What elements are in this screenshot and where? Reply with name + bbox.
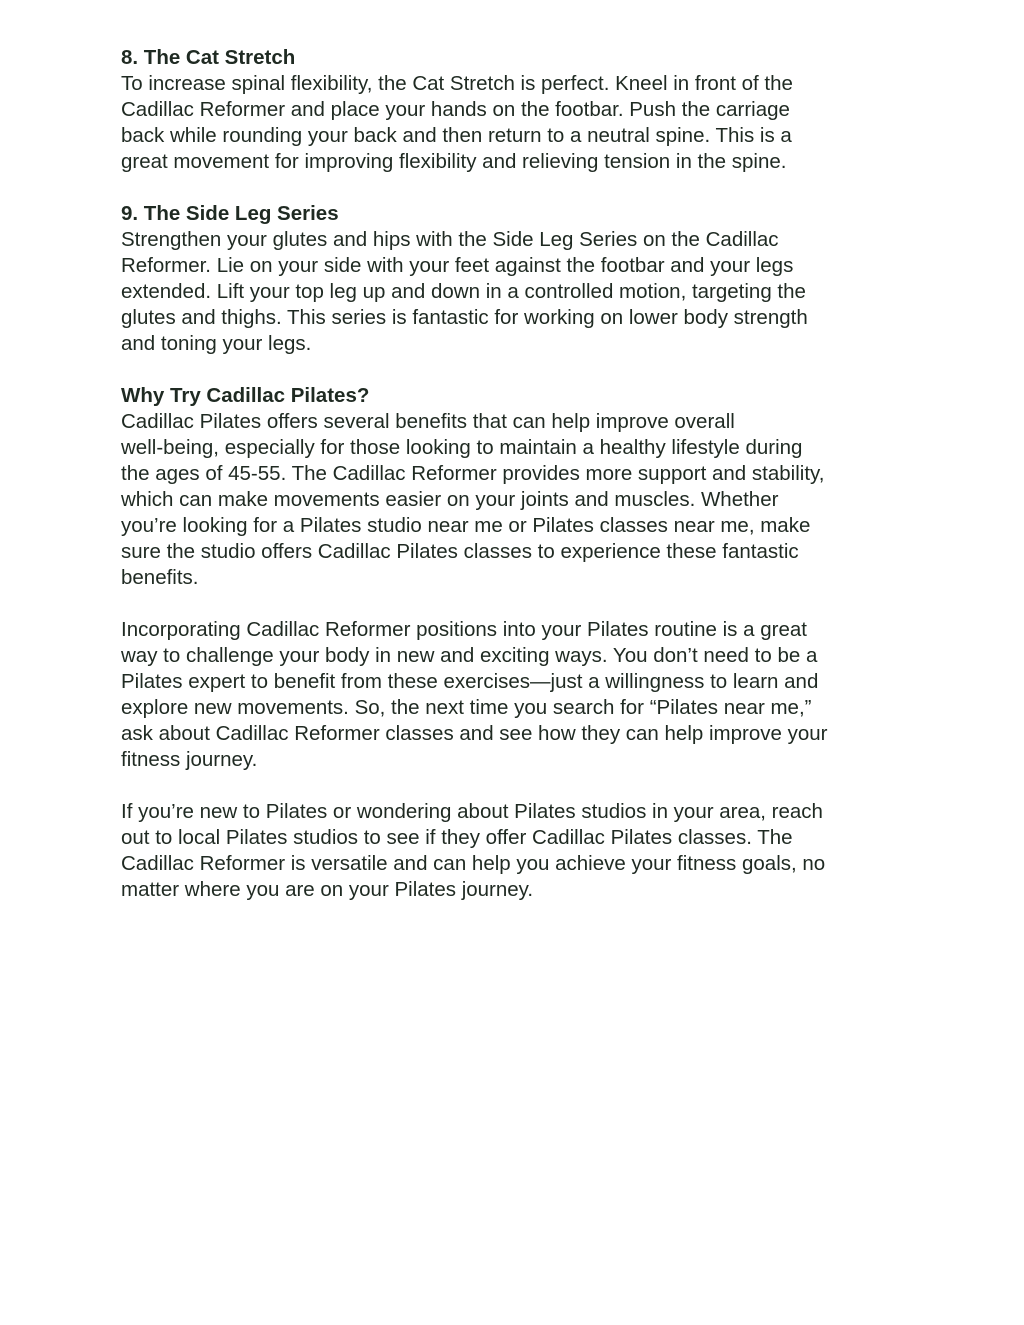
- section-body: [121, 409, 921, 591]
- text-line: the ages of 45-55. The Cadillac Reformer provides more support and stability,: [121, 462, 825, 485]
- text-line: and toning your legs.: [121, 332, 312, 355]
- document-page: [121, 45, 921, 929]
- section-side-leg-series: [121, 201, 921, 357]
- text-line: fitness journey.: [121, 748, 258, 771]
- text-line: glutes and thighs. This series is fantastic for working on lower body strength: [121, 306, 808, 329]
- text-line: you’re looking for a Pilates studio near me or Pilates classes near me, make: [121, 514, 811, 537]
- text-line: out to local Pilates studios to see if they offer Cadillac Pilates classes. The: [121, 826, 793, 849]
- text-line: To increase spinal flexibility, the Cat Stretch is perfect. Kneel in front of the: [121, 72, 793, 95]
- section-heading: 8. The Cat Stretch: [121, 46, 296, 69]
- text-line: If you’re new to Pilates or wondering about Pilates studios in your area, reach: [121, 800, 823, 823]
- text-line: benefits.: [121, 566, 199, 589]
- text-line: which can make movements easier on your joints and muscles. Whether: [121, 488, 779, 511]
- text-line: way to challenge your body in new and exciting ways. You don’t need to be a: [121, 644, 818, 667]
- text-line: Reformer. Lie on your side with your feet against the footbar and your legs: [121, 254, 794, 277]
- text-line: Cadillac Pilates offers several benefits that can help improve overall: [121, 410, 735, 433]
- text-line: sure the studio offers Cadillac Pilates classes to experience these fantastic: [121, 540, 799, 563]
- section-body: [121, 71, 921, 175]
- text-line: Cadillac Reformer is versatile and can help you achieve your fitness goals, no: [121, 852, 826, 875]
- section-cat-stretch: [121, 45, 921, 175]
- text-line: great movement for improving flexibility and relieving tension in the spine.: [121, 150, 787, 173]
- text-line: ask about Cadillac Reformer classes and see how they can help improve your: [121, 722, 828, 745]
- text-line: back while rounding your back and then return to a neutral spine. This is a: [121, 124, 792, 147]
- text-line: Pilates expert to benefit from these exercises—just a willingness to learn and: [121, 670, 819, 693]
- section-why-try-cadillac-pilates: [121, 383, 921, 591]
- text-line: Cadillac Reformer and place your hands on the footbar. Push the carriage: [121, 98, 790, 121]
- paragraph-new-to-pilates: [121, 799, 921, 903]
- section-heading: 9. The Side Leg Series: [121, 202, 339, 225]
- text-line: Incorporating Cadillac Reformer positions into your Pilates routine is a great: [121, 618, 807, 641]
- section-body: [121, 227, 921, 357]
- section-heading: Why Try Cadillac Pilates?: [121, 384, 370, 407]
- text-line: Strengthen your glutes and hips with the Side Leg Series on the Cadillac: [121, 228, 779, 251]
- text-line: well-being, especially for those looking to maintain a healthy lifestyle during: [121, 436, 803, 459]
- text-line: extended. Lift your top leg up and down in a controlled motion, targeting the: [121, 280, 806, 303]
- paragraph-incorporating: [121, 617, 921, 773]
- text-line: explore new movements. So, the next time you search for “Pilates near me,”: [121, 696, 812, 719]
- text-line: matter where you are on your Pilates journey.: [121, 878, 534, 901]
